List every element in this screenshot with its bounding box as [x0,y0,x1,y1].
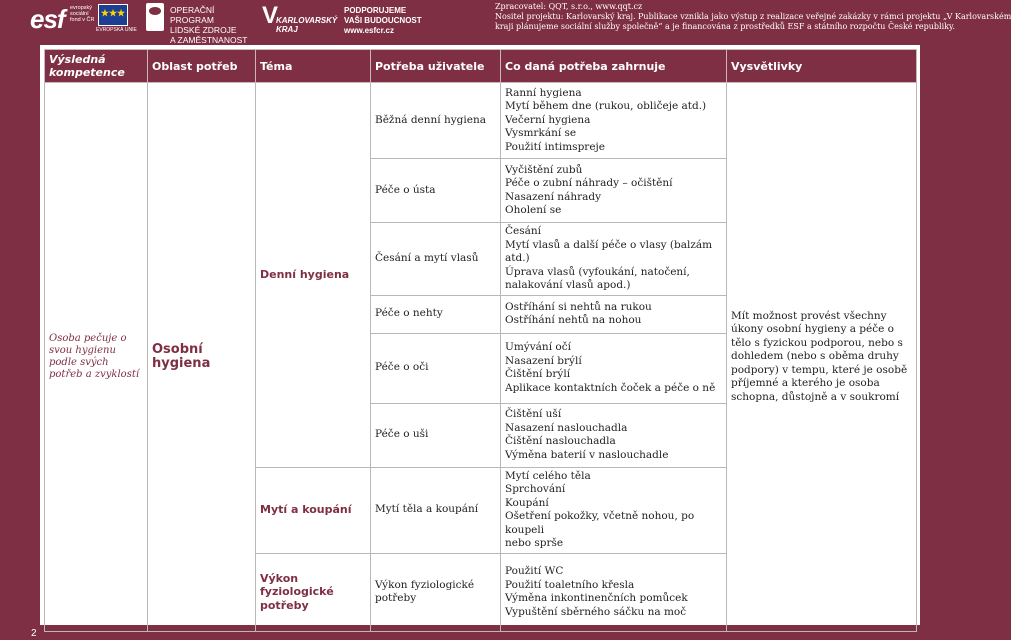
podporujeme-logo [344,2,424,36]
op-logo [146,2,256,45]
kk-text: KARLOVARSKÝ KRAJ [276,16,338,34]
header-topic: Téma [256,50,371,83]
area-cell: Osobní hygiena [148,83,256,632]
need-cell: Výkon fyziologické potřeby [371,553,501,631]
need-cell: Péče o uši [371,403,501,467]
eu-label: EVROPSKÁ UNIE [96,27,137,33]
topic-physiological: Výkon fyziologické potřeby [256,553,371,631]
content-cell: Ranní hygiena Mytí během dne (rukou, obličeje atd.) Večerní hygiena Vysmrkání se Použití intimspreje [501,83,727,159]
content-cell: Čištění uší Nasazení naslouchadla Čištění naslouchadla Výměna baterií v naslouchadle [501,403,727,467]
karlovarsky-kraj-logo [262,2,336,36]
need-cell: Péče o ústa [371,159,501,223]
content-cell: Použití WC Použití toaletního křesla Výměna inkontinenčních pomůcek Vypuštění sběrného sáčku na moč [501,553,727,631]
eu-flag-icon: ★★★ [98,4,128,26]
content-cell: Vyčištění zubů Péče o zubní náhrady – očištění Nasazení náhrady Oholení se [501,159,727,223]
op-text: OPERAČNÍ PROGRAM LIDSKÉ ZDROJE A ZAMĚSTNANOST [170,5,248,45]
need-cell: Péče o nehty [371,295,501,333]
topic-bathing: Mytí a koupání [256,467,371,553]
need-cell: Mytí těla a koupání [371,467,501,553]
header-area: Oblast potřeb [148,50,256,83]
document-card [40,45,920,625]
competence-cell: Osoba pečuje o svou hygienu podle svých potřeb a zvyklostí [45,83,148,632]
esf-mark: esf [30,4,65,34]
header-notes: Vysvětlivky [727,50,917,83]
op-figure-icon [146,3,164,31]
header-content: Co daná potřeba zahrnuje [501,50,727,83]
content-cell: Ostříhání si nehtů na rukou Ostříhání nehtů na nohou [501,295,727,333]
need-cell: Péče o oči [371,333,501,403]
header-competence: Výsledná kompetence [45,50,148,83]
esf-logo [30,2,138,36]
content-cell: Umývání očí Nasazení brýlí Čištění brýlí Aplikace kontaktních čoček a péče o ně [501,333,727,403]
esf-text: evropský sociální fond v ČR [70,5,95,23]
topic-daily-hygiene: Denní hygiena [256,83,371,468]
content-cell: Mytí celého těla Sprchování Koupání Ošetření pokožky, včetně nohou, po koupeli nebo sprše [501,467,727,553]
table-row [45,83,917,159]
page-number: 2 [31,628,37,639]
notes-cell: Mít možnost provést všechny úkony osobní hygieny a péče o tělo s fyzickou podporou, nebo s dohledem (nebo s oběma druhy podpory) v tempu, které je osobě příjemné a kterého je osoba schopna, důstojně a v soukromí [727,83,917,632]
hygiene-needs-table [44,49,917,632]
credits-text: Zpracovatel: QQT, s.r.o., www.qqt.cz Nositel projektu: Karlovarský kraj. Publikace vznikla jako výstup z realizace veřejné zakázky v rámci projektu „V Karlovarském kraji plánujeme sociální služby společně“ a je financována z prostředků ESF a státního rozpočtu České republiky. [495,2,1011,31]
content-cell: Česání Mytí vlasů a další péče o vlasy (balzám atd.) Úprava vlasů (vyfoukání, natočení, nalakování vlasů apod.) [501,223,727,296]
header-need: Potřeba uživatele [371,50,501,83]
need-cell: Běžná denní hygiena [371,83,501,159]
kk-emblem-icon: V [262,2,279,29]
need-cell: Česání a mytí vlasů [371,223,501,296]
pv-text: PODPORUJEME VAŠI BUDOUCNOST www.esfcr.cz [344,6,422,35]
table-header-row [45,50,917,83]
header-bar [0,0,1011,45]
